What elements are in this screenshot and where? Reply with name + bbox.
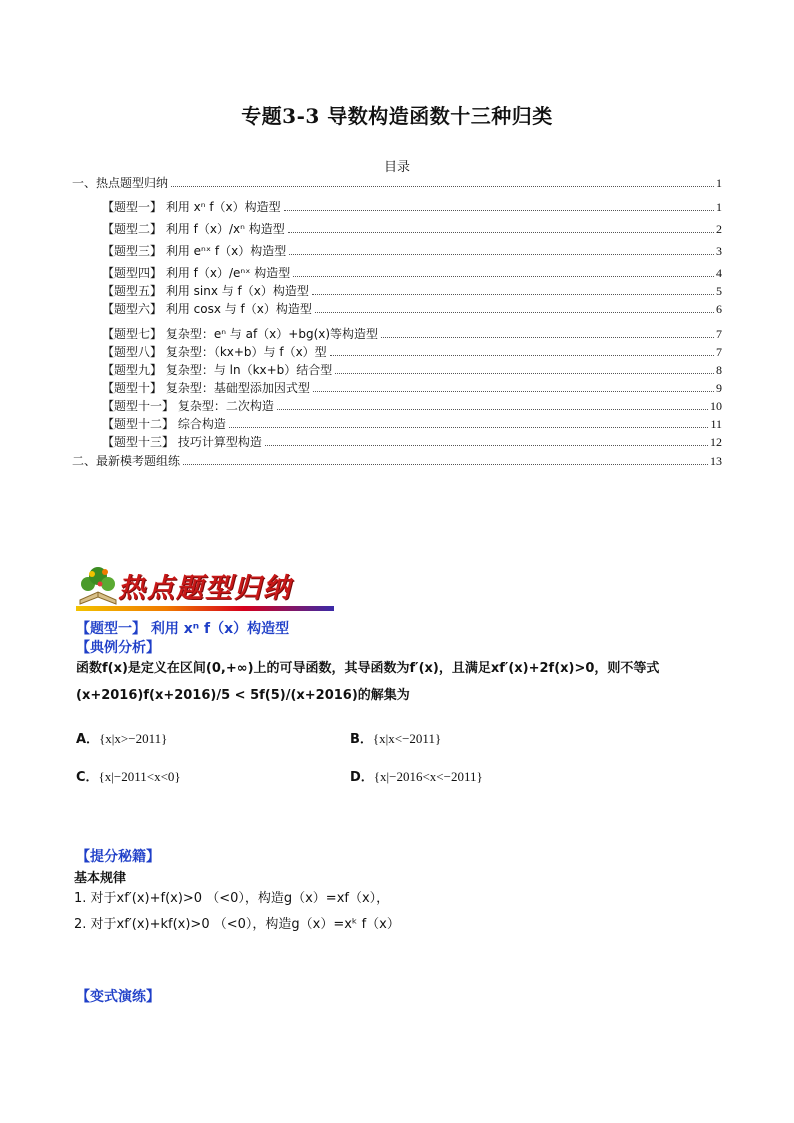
toc-entry[interactable] [102,362,722,378]
toc-entry-page: 13 [710,454,722,468]
toc-entry-page: 3 [716,244,722,258]
toc-entry[interactable] [102,301,722,317]
toc-entry-page: 4 [716,266,722,280]
toc-entry-page: 12 [710,435,722,449]
toc-entry-label: 【题型十】 复杂型：基础型添加因式型 [102,381,310,395]
toc-leader-dots [313,391,714,392]
toc-entry-page: 1 [716,200,722,214]
toc-entry[interactable] [102,416,722,432]
toc-leader-dots [335,373,714,374]
option-b: B．{x|x<−2011} [350,731,442,747]
toc-leader-dots [183,464,708,465]
toc-entry-label: 【题型七】 复杂型：eⁿ 与 af（x）+bg(x)等构造型 [102,327,379,341]
toc-entry-page: 1 [716,176,722,190]
toc-leader-dots [288,232,714,233]
toc-entry-label: 【题型四】 利用 f（x）/eⁿˣ 构造型 [102,266,291,280]
toc-leader-dots [229,427,709,428]
toc-entry-page: 10 [710,399,722,413]
toc-entry[interactable] [72,453,722,469]
option-a: A．{x|x>−2011} [76,731,168,747]
toc-leader-dots [171,186,714,187]
toc-entry[interactable] [102,398,722,414]
rule-1: 1. 对于xf′(x)+f(x)>0 （<0），构造g（x）=xf（x）， [74,891,390,906]
toc-entry[interactable] [102,199,722,215]
toc-entry-page: 7 [716,327,722,341]
question-line-2: (x+2016)f(x+2016)/5 < 5f(5)/(x+2016)的解集为 [76,688,410,703]
toc-entry[interactable] [102,380,722,396]
option-c: C．{x|−2011<x<0} [76,769,181,785]
question-line-1: 函数f(x)是定义在区间(0,+∞)上的可导函数，其导函数为f′(x)，且满足xf′(x)+2f(x)>0，则不等式 [76,661,660,676]
basic-rule-label: 基本规律 [74,871,127,886]
rule-2: 2. 对于xf′(x)+kf(x)>0 （<0），构造g（x）=xᵏ f（x） [74,917,400,932]
document-title: 专题3-3 导数构造函数十三种归类 [241,104,553,128]
toc-entry[interactable] [102,243,722,259]
toc-entry-page: 7 [716,345,722,359]
toc-entry[interactable] [102,344,722,360]
hot-topics-banner [76,562,336,614]
toc-entry-page: 9 [716,381,722,395]
toc-entry-label: 一、热点题型归纳 [72,176,169,190]
toc-entry-label: 【题型三】 利用 eⁿˣ f（x）构造型 [102,244,287,258]
toc-entry-label: 【题型六】 利用 cosx 与 f（x）构造型 [102,302,312,316]
toc-leader-dots [284,210,714,211]
toc-heading: 目录 [383,160,410,175]
toc-entry[interactable] [102,434,722,450]
toc-entry[interactable] [102,326,722,342]
toc-leader-dots [330,355,714,356]
toc-entry-label: 【题型十三】 技巧计算型构造 [102,435,262,449]
toc-entry[interactable] [102,283,722,299]
toc-leader-dots [312,294,714,295]
toc-entry[interactable] [102,265,722,281]
toc-entry-page: 5 [716,284,722,298]
toc-leader-dots [289,254,714,255]
toc-entry-label: 【题型十一】 复杂型：二次构造 [102,399,274,413]
toc-leader-dots [381,337,714,338]
toc-entry-label: 【题型一】 利用 xⁿ f（x）构造型 [102,200,281,214]
toc-entry-label: 【题型五】 利用 sinx 与 f（x）构造型 [102,284,309,298]
toc-entry[interactable] [72,175,722,191]
toc-leader-dots [293,276,714,277]
toc-entry-label: 【题型九】 复杂型：与 ln（kx+b）结合型 [102,363,333,377]
toc-entry-page: 11 [710,417,722,431]
toc-leader-dots [315,312,714,313]
banner-title: 热点题型归纳 [118,573,292,604]
tips-heading: 【提分秘籍】 [76,849,160,865]
option-d: D．{x|−2016<x<−2011} [350,769,483,785]
toc-leader-dots [265,445,708,446]
toc-leader-dots [277,409,708,410]
toc-entry-page: 8 [716,363,722,377]
type1-heading: 【题型一】 利用 xⁿ f（x）构造型 [76,621,290,637]
practice-heading: 【变式演练】 [76,989,160,1005]
toc-entry-page: 2 [716,222,722,236]
example-heading: 【典例分析】 [76,640,160,656]
banner-underline [76,606,334,611]
toc-entry-label: 【题型八】 复杂型：（kx+b）与 f（x）型 [102,345,327,359]
toc-entry-label: 【题型十二】 综合构造 [102,417,226,431]
toc-entry-page: 6 [716,302,722,316]
toc-entry-label: 【题型二】 利用 f（x）/xⁿ 构造型 [102,222,285,236]
toc-entry[interactable] [102,221,722,237]
toc-entry-label: 二、最新模考题组练 [72,454,181,468]
open-book-icon [76,562,120,608]
